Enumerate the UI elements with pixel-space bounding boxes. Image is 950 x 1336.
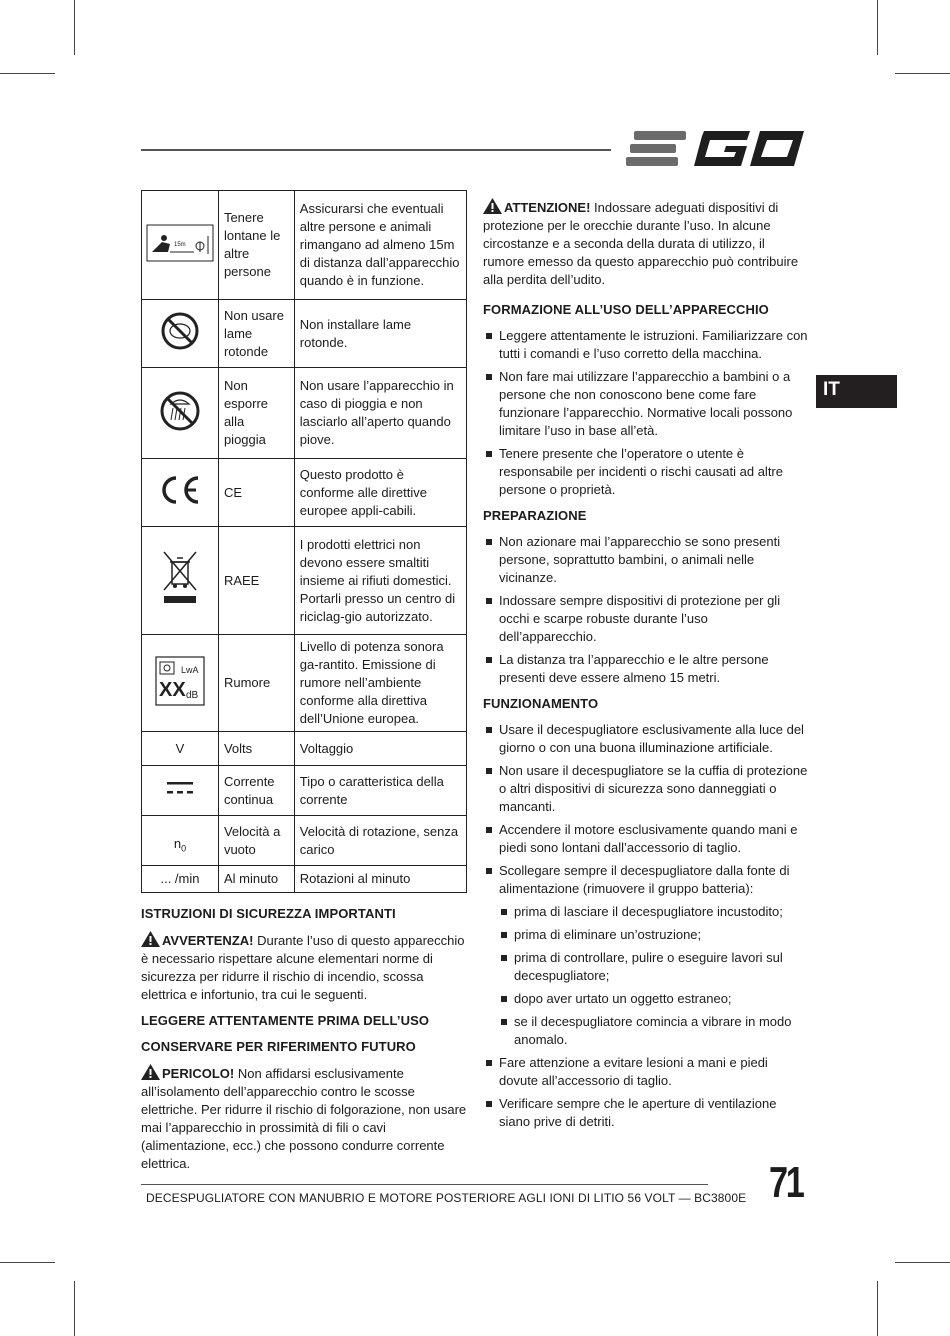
read-heading: LEGGERE ATTENTAMENTE PRIMA DELL’USO (141, 1013, 430, 1028)
warning-triangle-icon (483, 198, 502, 214)
list-item: se il decespugliatore comincia a vibrare in modo anomalo. (483, 1013, 808, 1049)
list-item: Verificare sempre che le aperture di ventilazione siano prive di detriti. (483, 1095, 808, 1131)
prep-heading: PREPARAZIONE (483, 508, 587, 523)
pericolo-label: PERICOLO! (162, 1066, 235, 1081)
svg-text:XX: XX (158, 678, 186, 701)
symbol-name: Tenere lontane le altre persone (218, 191, 294, 300)
list-item: Fare attenzione a evitare lesioni a mani e piedi dovute all’accessorio di taglio. (483, 1054, 808, 1090)
ce-mark-icon (158, 475, 202, 505)
list-item: prima di controllare, pulire o eseguire lavori sul decespugliatore; (483, 949, 808, 985)
ego-logo (626, 128, 806, 170)
table-row (142, 866, 467, 893)
crop-mark (0, 73, 55, 74)
header-rule (141, 149, 611, 151)
symbol-description: Assicurarsi che eventuali altre persone e animali rimangano ad almeno 15m di distanza dall’apparecchio quando è in funzione. (294, 191, 466, 300)
symbol-n-letter: n (173, 836, 182, 852)
page-number: 71 (769, 1158, 803, 1207)
pericolo-paragraph (141, 1064, 467, 1173)
safety-heading: ISTRUZIONI DI SICUREZZA IMPORTANTI (141, 906, 396, 921)
list-item: Non usare il decespugliatore se la cuffia di protezione o altri dispositivi di sicurezza sono danneggiati o mancanti. (483, 762, 808, 816)
prep-list (483, 533, 808, 687)
svg-text:15m: 15m (173, 241, 186, 248)
list-item: Indossare sempre dispositivi di protezione per gli occhi e scarpe robuste durante l’uso dell’apparecchio. (483, 592, 808, 646)
training-heading: FORMAZIONE ALL’USO DELL’APPARECCHIO (483, 302, 769, 317)
operation-list-continued (483, 1054, 808, 1131)
crop-mark (877, 1281, 878, 1336)
warning-triangle-icon (141, 1064, 160, 1080)
symbol-description: Non installare lame rotonde. (294, 300, 466, 368)
keep-bystanders-away-icon (146, 224, 214, 262)
keep-heading: CONSERVARE PER RIFERIMENTO FUTURO (141, 1039, 416, 1054)
symbol-name: Non usare lame rotonde (218, 300, 294, 368)
list-item: dopo aver urtato un oggetto estraneo; (483, 990, 808, 1008)
symbol-name: RAEE (218, 527, 294, 635)
table-row (142, 368, 467, 459)
symbol-description: Rotazioni al minuto (294, 866, 466, 893)
attenzione-text: Indossare adeguati dispositivi di protezione per le orecchie durante l’uso. In alcune circostanze e a seconda della durata di utilizzo, il rumore emesso da questo apparecchio può contribuire alla perdita dell’udito. (483, 200, 799, 287)
footer-rule (141, 1184, 708, 1185)
avvertenza-text: Durante l’uso di questo apparecchio è necessario rispettare alcune elementari norme di sicurezza per ridurre il rischio di incendio, scossa elettrica e infortunio, tra cui le seguenti. (141, 933, 465, 1002)
svg-text:dB: dB (185, 689, 199, 701)
symbol-name: CE (218, 459, 294, 527)
symbol-text: ... /min (142, 866, 219, 893)
symbol-name: Velocità a vuoto (218, 816, 294, 866)
sound-power-icon (155, 656, 205, 706)
right-column (483, 198, 808, 1139)
list-item: Tenere presente che l’operatore o utente è responsabile per incidenti o rischi causati ad altre persone o proprietà. (483, 445, 808, 499)
crop-mark (895, 73, 950, 74)
table-row (142, 732, 467, 766)
weee-bin-icon (160, 548, 200, 608)
list-item: La distanza tra l’apparecchio e le altre persone presenti deve essere almeno 15 metri. (483, 651, 808, 687)
symbols-table (141, 190, 467, 893)
symbol-description: Livello di potenza sonora ga-rantito. Emissione di rumore nell’ambiente conforme alla direttiva dell’Unione europea. (294, 635, 466, 732)
symbol-name: Corrente continua (218, 766, 294, 816)
list-item: Leggere attentamente le istruzioni. Familiarizzare con tutti i comandi e l’uso corretto della macchina. (483, 327, 808, 363)
table-row (142, 766, 467, 816)
attenzione-paragraph (483, 198, 808, 289)
footer-title: DECESPUGLIATORE CON MANUBRIO E MOTORE POSTERIORE AGLI IONI DI LITIO 56 VOLT — BC3800E (146, 1191, 747, 1205)
symbol-description: Tipo o caratteristica della corrente (294, 766, 466, 816)
list-item: Non fare mai utilizzare l’apparecchio a bambini o a persone che non conoscono bene come fare funzionare l’apparecchio. Normative locali possono limitare l’uso in base all’età. (483, 368, 808, 440)
symbol-name: Non esporre alla pioggia (218, 368, 294, 459)
list-item: Non azionare mai l’apparecchio se sono presenti persone, soprattutto bambini, o animali nelle vicinanze. (483, 533, 808, 587)
language-tab: IT (816, 375, 897, 408)
symbol-name: Al minuto (218, 866, 294, 893)
crop-mark (74, 0, 75, 55)
table-row (142, 816, 467, 866)
operation-heading: FUNZIONAMENTO (483, 696, 599, 711)
operation-list (483, 721, 808, 898)
left-column (141, 905, 467, 1181)
operation-sublist (483, 903, 808, 1049)
avvertenza-label: AVVERTENZA! (162, 933, 254, 948)
warning-triangle-icon (141, 931, 160, 947)
list-item: Accendere il motore esclusivamente quando mani e piedi sono lontani dall’accessorio di taglio. (483, 821, 808, 857)
table-row (142, 300, 467, 368)
attenzione-label: ATTENZIONE! (504, 200, 591, 215)
symbol-description: Non usare l’apparecchio in caso di pioggia e non lasciarlo all’aperto quando piove. (294, 368, 466, 459)
avvertenza-paragraph (141, 931, 467, 1004)
table-row (142, 635, 467, 732)
direct-current-icon (166, 780, 194, 796)
list-item: prima di lasciare il decespugliatore incustodito; (483, 903, 808, 921)
symbol-description: I prodotti elettrici non devono essere smaltiti insieme ai rifiuti domestici. Portarli presso un centro di riciclag-gio autorizzato. (294, 527, 466, 635)
crop-mark (74, 1281, 75, 1336)
list-item: prima di eliminare un’ostruzione; (483, 926, 808, 944)
svg-text:LwA: LwA (180, 664, 199, 675)
crop-mark (0, 1262, 55, 1263)
training-list (483, 327, 808, 499)
crop-mark (877, 0, 878, 55)
symbol-text (142, 816, 219, 866)
table-row (142, 191, 467, 300)
table-row (142, 459, 467, 527)
no-rain-icon (159, 390, 201, 432)
symbol-n-subscript: 0 (181, 843, 187, 854)
symbol-text: V (142, 732, 219, 766)
symbol-name: Rumore (218, 635, 294, 732)
symbol-description: Velocità di rotazione, senza carico (294, 816, 466, 866)
crop-mark (895, 1262, 950, 1263)
symbol-name: Volts (218, 732, 294, 766)
no-circular-blades-icon (160, 311, 200, 351)
list-item: Usare il decespugliatore esclusivamente alla luce del giorno o con una buona illuminazione artificiale. (483, 721, 808, 757)
list-item: Scollegare sempre il decespugliatore dalla fonte di alimentazione (rimuovere il gruppo batteria): (483, 862, 808, 898)
symbol-description: Questo prodotto è conforme alle direttive europee appli-cabili. (294, 459, 466, 527)
table-row (142, 527, 467, 635)
symbol-description: Voltaggio (294, 732, 466, 766)
pericolo-text: Non affidarsi esclusivamente all’isolamento dell’apparecchio contro le scosse elettriche. Per ridurre il rischio di folgorazione, non usare mai l’apparecchio in prossimità di fili o cavi (alimentazione, ecc.) che possono condurre corrente elettrica. (141, 1066, 467, 1171)
